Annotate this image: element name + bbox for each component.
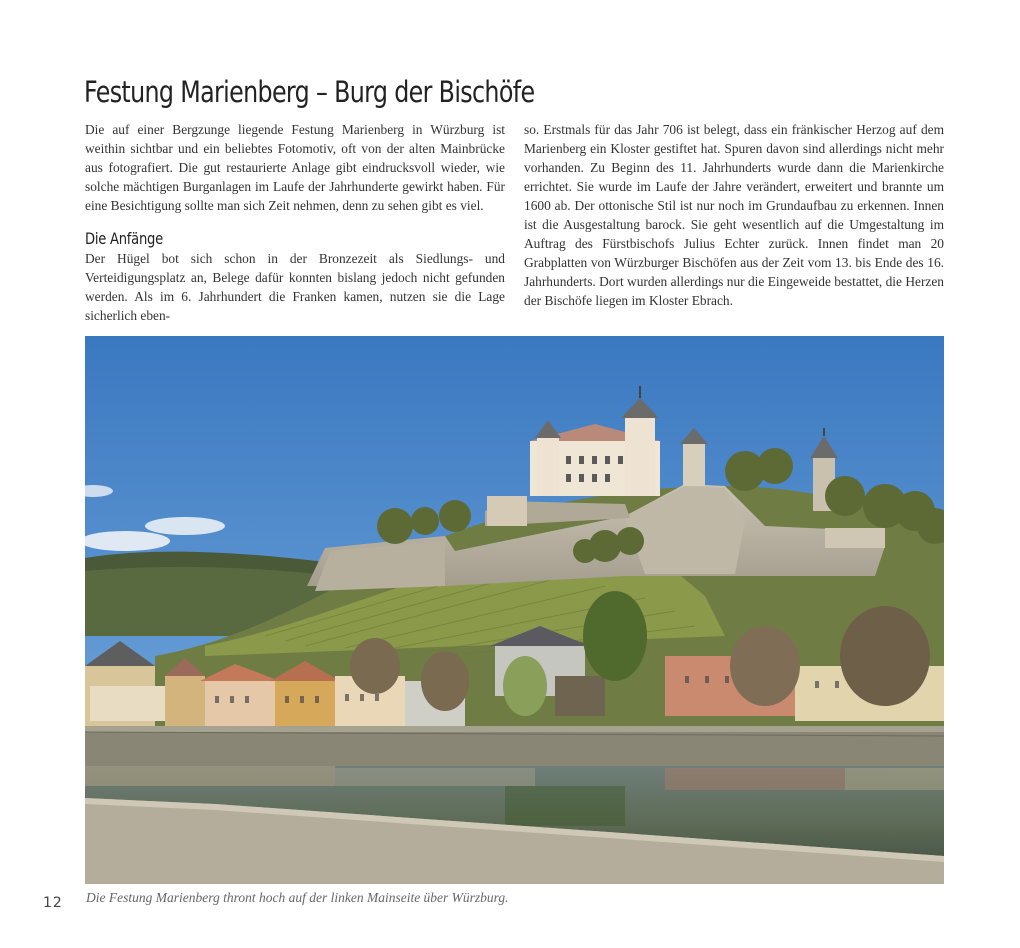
section-heading: Die Anfänge: [85, 229, 163, 248]
continued-paragraph: so. Erstmals für das Jahr 706 ist belegt, dass ein fränkischer Herzog auf dem Marienberg ein Kloster gestiftet hat. Spuren davon sind allerdings nicht mehr vorhanden. Zu Beginn des 11. Jahrhunderts wurde dann die Marienkirche errichtet. Sie wurde im Laufe der Jahre verändert, erweitert und brannte um 1600 ab. Der ottonische Stil ist nur noch im Grundaufbau zu erkennen. Innen ist die Ausgestaltung barock. Sie geht wesentlich auf die Umgestaltung im Auftrag des Fürstbischofs Julius Echter zurück. Innen findet man 20 Grabplatten von Würzburger Bischöfen aus der Zeit vom 13. bis Ende des 16. Jahrhunderts. Dort wurden allerdings nur die Eingeweide bestattet, die Herzen der Bischöfe liegen im Kloster Ebrach.: [524, 122, 944, 308]
photo-caption: Die Festung Marienberg thront hoch auf der linken Mainseite über Würzburg.: [86, 890, 509, 905]
left-column: [85, 120, 505, 325]
page-number: 12: [43, 895, 63, 911]
page-title: Festung Marienberg – Burg der Bischöfe: [84, 75, 535, 110]
section-paragraph: Der Hügel bot sich schon in der Bronzezeit als Siedlungs- und Verteidigungsplatz an, Belege dafür konnten bislang jedoch nicht gefunden werden. Als im 6. Jahrhundert die Franken kamen, nutzen sie die Lage sicherlich eben-: [85, 251, 505, 323]
fortress-photo: [85, 336, 944, 884]
right-column: [524, 120, 944, 310]
intro-paragraph: Die auf einer Bergzunge liegende Festung Marienberg in Würzburg ist weithin sichtbar und ein beliebtes Fotomotiv, oft von der alten Mainbrücke aus fotografiert. Die gut restaurierte Anlage gibt eindrucksvoll wieder, wie solche mächtigen Burganlagen im Laufe der Jahrhunderte gewirkt haben. Für eine Besichtigung sollte man sich Zeit nehmen, denn zu sehen gibt es viel.: [85, 122, 505, 213]
